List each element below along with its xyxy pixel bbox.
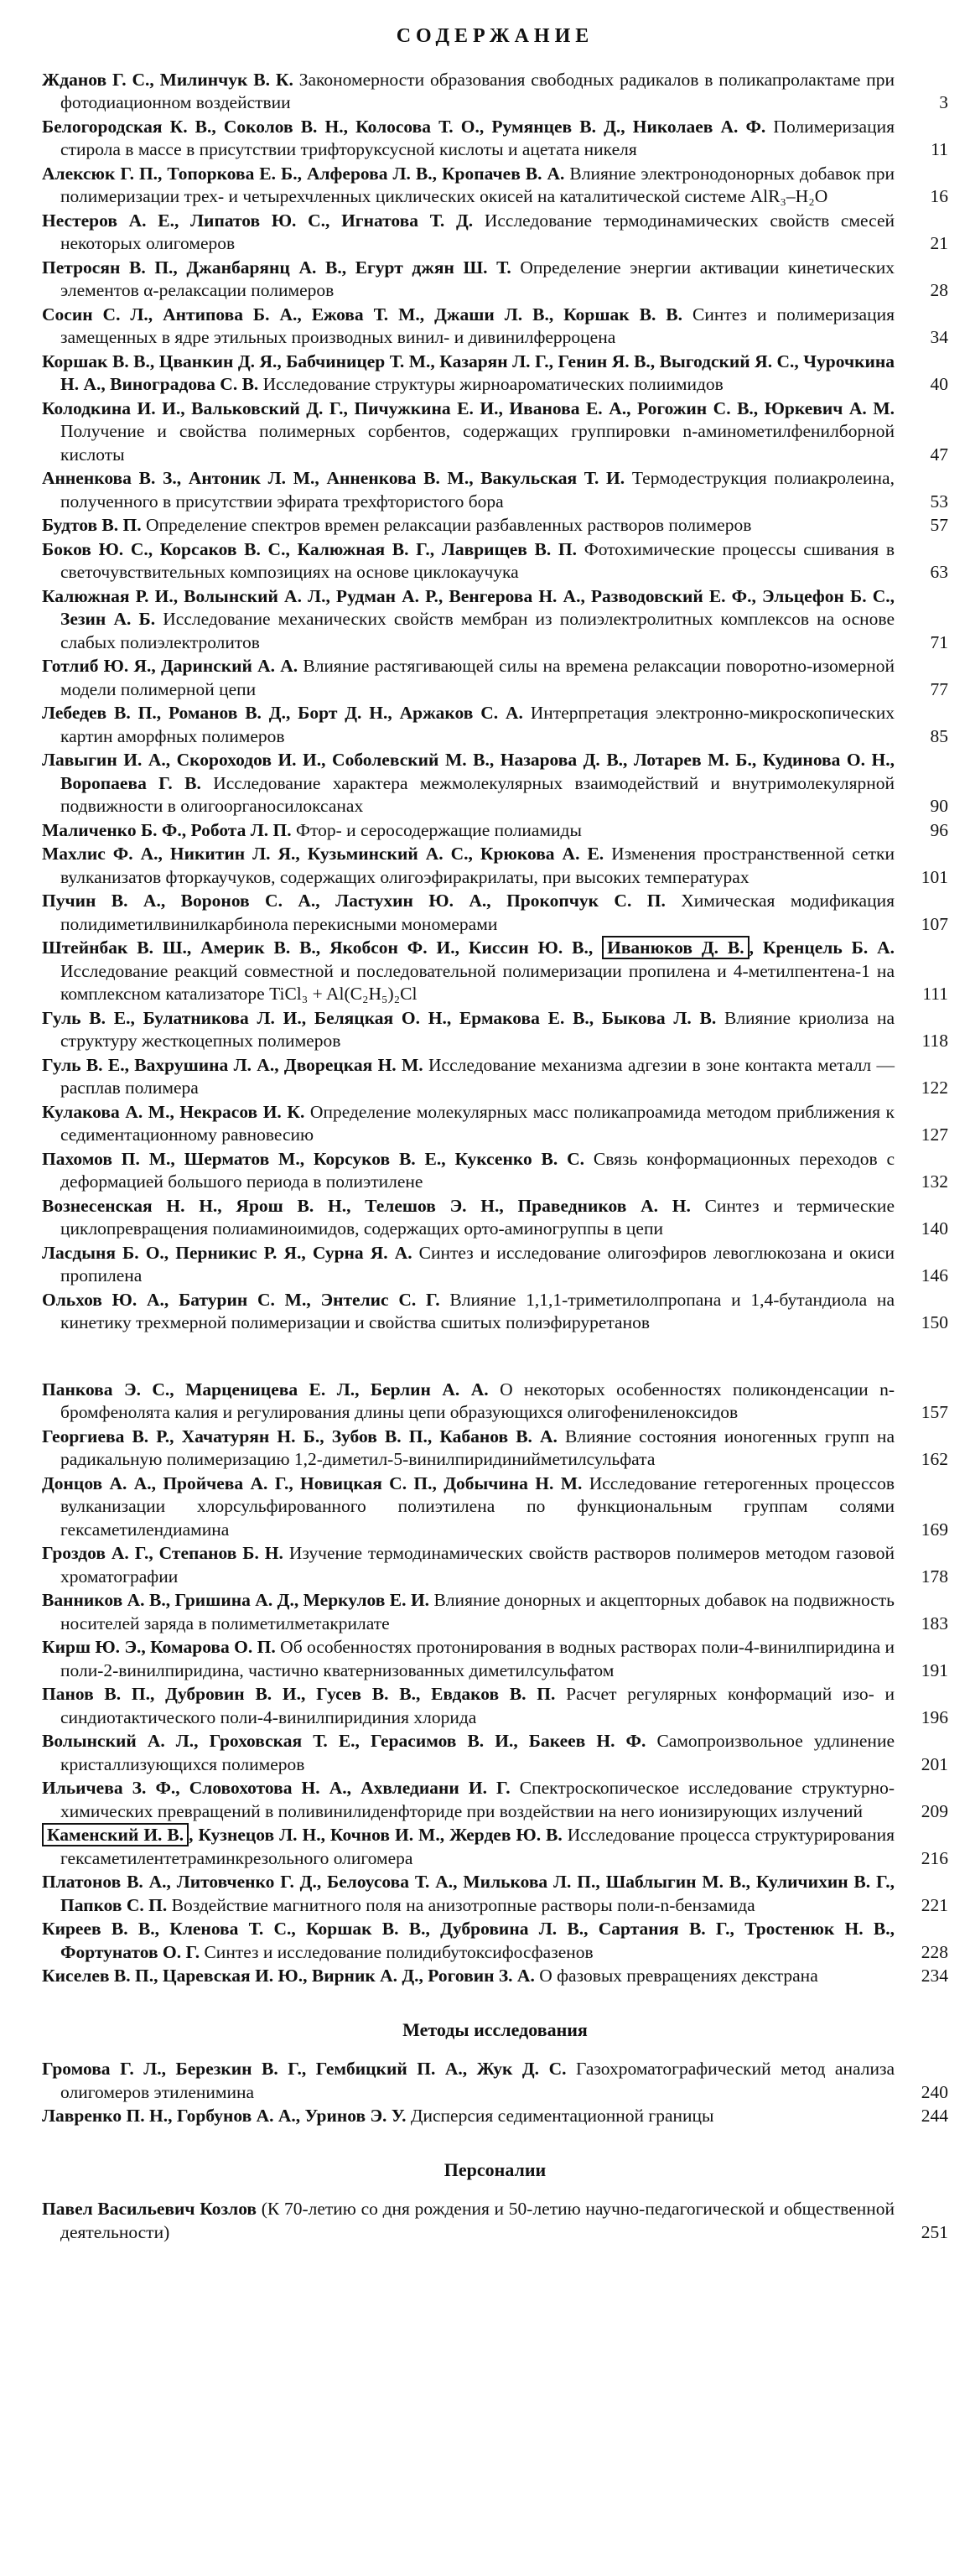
entry-title: Синтез и полимеризация замещенных в ядре этильных производных винил- и дивинилферроцена <box>60 304 895 347</box>
entry-text <box>42 1730 895 1776</box>
entry-title: Полимеризация стирола в массе в присутствии трифторуксусной кислоты и ацетата никеля <box>60 116 895 159</box>
entry-authors-continued: , Кренцель Б. А. <box>749 937 895 958</box>
entry-authors: Нестеров А. Е., Липатов Ю. С., Игнатова Т. Д. <box>42 210 474 231</box>
entry-title: Получение и свойства полимерных сорбентов, содержащих группировки n-аминометилфенилборной кислоты <box>60 421 895 465</box>
entry-page-number: 47 <box>930 444 948 465</box>
entry-text <box>42 1195 895 1241</box>
entry-authors: Боков Ю. С., Корсаков В. С., Калюжная В. Г., Лаврищев В. П. <box>42 538 578 559</box>
toc-entry[interactable] <box>42 2105 948 2128</box>
entry-text <box>42 819 895 843</box>
entry-authors: Георгиева В. Р., Хачатурян Н. Б., Зубов В. П., Кабанов В. А. <box>42 1426 558 1446</box>
toc-entry[interactable] <box>42 1472 948 1542</box>
entry-page-number: 157 <box>921 1402 948 1422</box>
entry-authors: Будтов В. П. <box>42 515 142 535</box>
toc-entry[interactable] <box>42 210 948 256</box>
toc-entry[interactable] <box>42 1918 948 1964</box>
entry-title: Влияние криолиза на структуру жесткоцепных полимеров <box>60 1007 895 1051</box>
toc-entry[interactable] <box>42 655 948 701</box>
entry-title: Определение молекулярных масс поликапроамида методом приближения к седиментационному равновесию <box>60 1101 895 1145</box>
entry-page-number: 77 <box>930 678 948 699</box>
entry-authors: Анненкова В. З., Антоник Л. М., Анненкова В. М., Вакульская Т. И. <box>42 468 625 488</box>
toc-entry[interactable] <box>42 304 948 350</box>
entry-page-number: 96 <box>930 819 948 840</box>
entry-authors: Лебедев В. П., Романов В. Д., Борт Д. Н., Аржаков С. А. <box>42 703 523 723</box>
toc-entry[interactable] <box>42 116 948 162</box>
entry-authors: Гуль В. Е., Булатникова Л. И., Беляцкая О. Н., Ермакова Е. В., Быкова Л. В. <box>42 1007 717 1028</box>
entry-authors: Гуль В. Е., Вахрушина Л. А., Дворецкая Н. М. <box>42 1054 423 1075</box>
entry-authors: Донцов А. А., Пройчева А. Г., Новицкая С. П., Добычина Н. М. <box>42 1472 583 1493</box>
entry-text <box>42 937 895 1006</box>
page-title: СОДЕРЖАНИЕ <box>396 25 594 47</box>
toc-entry[interactable] <box>42 1379 948 1425</box>
toc-entry[interactable] <box>42 351 948 397</box>
entry-page-number: 169 <box>921 1519 948 1540</box>
entry-authors: Петросян В. П., Джанбарянц А. В., Егурт джян Ш. Т. <box>42 257 511 278</box>
entry-text <box>42 467 895 513</box>
entry-text <box>42 163 895 209</box>
toc-entry[interactable] <box>42 1426 948 1472</box>
toc-entry[interactable] <box>42 1683 948 1729</box>
entry-authors: Готлиб Ю. Я., Даринский А. А. <box>42 656 298 676</box>
toc-entry[interactable] <box>42 749 948 818</box>
toc-entry[interactable] <box>42 890 948 936</box>
entry-text <box>42 890 895 936</box>
entry-page-number: 28 <box>930 280 948 300</box>
entry-page-number: 40 <box>930 374 948 394</box>
entry-text <box>42 257 895 303</box>
entry-title: Изменения пространственной сетки вулканизатов фторкаучуков, содержащих олигоэфиракрилаты, при высоких температурах <box>60 844 895 887</box>
entry-text <box>42 702 895 748</box>
entry-title: Влияние донорных и акцепторных добавок на подвижность носителей заряда в полиметилметакрилате <box>60 1590 895 1633</box>
entry-authors: Вознесенская Н. Н., Ярош В. Н., Телешов Э. Н., Праведников А. Н. <box>42 1195 691 1216</box>
entry-title: Синтез и исследование олигоэфиров левоглюкозана и окиси пропилена <box>60 1242 895 1285</box>
entry-title: Фотохимические процессы сшивания в светочувствительных композициях на основе циклокаучука <box>60 538 895 582</box>
entry-text <box>42 2198 895 2244</box>
entry-text <box>42 1683 895 1729</box>
entry-page-number: 140 <box>921 1218 948 1239</box>
entry-text <box>42 1054 895 1100</box>
entry-page-number: 21 <box>930 233 948 253</box>
entry-title: Влияние электронодонорных добавок при полимеризации трех- и четырехчленных циклических окисей на каталитической системе AlR₃–H₂O <box>60 163 895 206</box>
entry-page-number: 201 <box>921 1753 948 1774</box>
personalia-heading: Персоналии <box>444 2158 547 2180</box>
entry-title: Самопроизвольное удлинение кристаллизующихся полимеров <box>60 1731 895 1774</box>
entry-page-number: 90 <box>930 796 948 816</box>
entry-title: Дисперсия седиментационной границы <box>406 2106 714 2126</box>
entry-title: О некоторых особенностях поликонденсации n-бромфенолята калия и регулирования длины цепи образующихся олигофениленоксидов <box>60 1379 895 1422</box>
entry-page-number: 85 <box>930 725 948 746</box>
entry-text <box>42 1636 895 1682</box>
entry-page-number: 101 <box>921 866 948 887</box>
entry-text <box>42 1824 895 1870</box>
entry-title: Определение энергии активации кинетических элементов α-релаксации полимеров <box>60 257 895 300</box>
entry-page-number: 240 <box>921 2081 948 2102</box>
entry-text <box>42 655 895 701</box>
entry-text <box>42 1289 895 1335</box>
entry-page-number: 71 <box>930 631 948 652</box>
toc-entry[interactable] <box>42 1824 948 1870</box>
toc-entry[interactable] <box>42 843 948 889</box>
entry-text <box>42 397 895 467</box>
entry-text <box>42 304 895 350</box>
entry-page-number: 183 <box>921 1613 948 1633</box>
entry-authors: Маличенко Б. Ф., Робота Л. П. <box>42 819 292 840</box>
toc-entry[interactable] <box>42 1871 948 1917</box>
entry-title: Исследование гетерогенных процессов вулканизации хлорсульфированного полиэтилена по функциональным группам солями гексаметилендиамина <box>60 1472 895 1540</box>
toc-entry[interactable] <box>42 1148 948 1194</box>
entry-title: Воздействие магнитного поля на анизотропные растворы поли-n-бензамида <box>167 1894 755 1915</box>
entry-title: Химическая модификация полидиметилвинилкарбинола перекисными мономерами <box>60 891 895 934</box>
entry-text <box>42 585 895 655</box>
toc-entry[interactable] <box>42 819 948 843</box>
entry-page-number: 122 <box>921 1078 948 1098</box>
entry-authors: Ильичева З. Ф., Словохотова Н. А., Ахвледиани И. Г. <box>42 1778 511 1798</box>
toc-entry[interactable] <box>42 1777 948 1823</box>
entry-text <box>42 1148 895 1194</box>
entry-text <box>42 1007 895 1053</box>
entry-page-number: 63 <box>930 562 948 582</box>
entry-authors: Колодкина И. И., Вальковский Д. Г., Пичужкина Е. И., Иванова Е. А., Рогожин С. В., Юркевич А. М. <box>42 397 895 418</box>
entry-page-number: 118 <box>921 1031 948 1051</box>
entry-page-number: 234 <box>921 1966 948 1986</box>
entry-page-number: 127 <box>921 1124 948 1145</box>
toc-entry[interactable] <box>42 69 948 115</box>
entry-title: Влияние 1,1,1-триметилолпропана и 1,4-бутандиола на кинетику трехмерной полимеризации и свойства сшитых полиэфируретанов <box>60 1289 895 1332</box>
entry-page-number: 162 <box>921 1449 948 1469</box>
entry-authors: Калюжная Р. И., Волынский А. Л., Рудман А. Р., Венгерова Н. А., Разводовский Е. Ф., Эльцефон Б. С., Зезин А. Б. <box>42 585 895 629</box>
entry-page-number: 111 <box>922 984 948 1004</box>
toc-entry[interactable] <box>42 1730 948 1776</box>
toc-entry[interactable] <box>42 1101 948 1147</box>
entry-authors: Лавыгин И. А., Скороходов И. И., Соболевский М. В., Назарова Д. В., Лотарев М. Б., Кудинова О. Н., Воропаева Г. В. <box>42 750 895 793</box>
entry-page-number: 196 <box>921 1706 948 1727</box>
main-articles-list <box>42 69 948 1335</box>
entry-title: Газохроматографический метод анализа олигомеров этиленимина <box>60 2059 895 2102</box>
personalia-list <box>42 2198 948 2244</box>
entry-page-number: 146 <box>921 1265 948 1285</box>
toc-entry[interactable] <box>42 163 948 209</box>
entry-title: О фазовых превращениях декстрана <box>534 1966 818 1986</box>
entry-title: Влияние растягивающей силы на времена релаксации поворотно-изомерной модели полимерной цепи <box>60 656 895 699</box>
entry-page-number: 34 <box>930 327 948 347</box>
entry-authors: Кулакова А. М., Некрасов И. К. <box>42 1101 305 1122</box>
toc-entry[interactable] <box>42 702 948 748</box>
toc-entry[interactable] <box>42 1965 948 1988</box>
entry-page-number: 53 <box>930 491 948 512</box>
entry-authors: Пучин В. А., Воронов С. А., Ластухин Ю. А., Прокопчук С. П. <box>42 891 666 911</box>
entry-authors: Ванников А. В., Гришина А. Д., Меркулов Е. И. <box>42 1590 430 1610</box>
toc-entry[interactable] <box>42 257 948 303</box>
entry-page-number: 191 <box>921 1659 948 1680</box>
entry-title: Исследование процесса структурирования гексаметилентетраминкрезольного олигомера <box>60 1825 895 1868</box>
entry-authors: Ольхов Ю. А., Батурин С. М., Энтелис С. Г. <box>42 1289 440 1310</box>
toc-entry[interactable] <box>42 514 948 538</box>
entry-text <box>42 843 895 889</box>
entry-authors: Ласдыня Б. О., Перникис Р. Я., Сурна Я. А. <box>42 1242 412 1263</box>
entry-title: Об особенностях протонирования в водных растворах поли-4-винилпиридина и поли-2-винилпиридина, частично кватернизованных диметилсульфатом <box>60 1637 895 1680</box>
entry-title: (К 70-летию со дня рождения и 50-летию научно-педагогической и общественной деятельности) <box>60 2199 895 2242</box>
entry-authors: Пахомов П. М., Шерматов М., Корсуков В. Е., Куксенко В. С. <box>42 1148 585 1169</box>
entry-page-number: 221 <box>921 1894 948 1915</box>
entry-page-number: 3 <box>939 92 948 112</box>
entry-page-number: 16 <box>930 186 948 206</box>
entry-title: Определение спектров времен релаксации разбавленных растворов полимеров <box>141 515 752 535</box>
toc-entry[interactable] <box>42 937 948 1006</box>
toc-entry[interactable] <box>42 1589 948 1635</box>
toc-entry[interactable] <box>42 1542 948 1588</box>
entry-authors: Сосин С. Л., Антипова Б. А., Ежова Т. М., Джаши Л. В., Коршак В. В. <box>42 304 683 325</box>
entry-authors: Киреев В. В., Кленова Т. С., Коршак В. В., Дубровина Л. В., Сартания В. Г., Тростенюк Н. В., Фортунатов О. Г. <box>42 1919 895 1962</box>
methods-heading: Методы исследования <box>402 2018 588 2040</box>
entry-authors: Павел Васильевич Козлов <box>42 2199 257 2219</box>
entry-text <box>42 2058 895 2104</box>
entry-title: Синтез и исследование полидибутоксифосфазенов <box>200 1941 594 1962</box>
toc-entry[interactable] <box>42 397 948 467</box>
entry-page-number: 150 <box>921 1312 948 1332</box>
entry-text <box>42 116 895 162</box>
entry-title: Исследование реакций совместной и последовательной полимеризации пропилена и 4-метилпентена-1 на комплексном катализаторе TiCl₃ + Al(C₂H₅)₂Cl <box>60 960 895 1004</box>
toc-entry[interactable] <box>42 2198 948 2244</box>
toc-entry[interactable] <box>42 2058 948 2104</box>
toc-entry[interactable] <box>42 1289 948 1335</box>
entry-text <box>42 514 895 538</box>
entry-authors-continued: , Кузнецов Л. Н., Кочнов И. М., Жердев Ю. В. <box>189 1825 563 1845</box>
entry-page-number: 107 <box>921 913 948 934</box>
entry-title: Исследование механизма адгезии в зоне контакта металл — расплав полимера <box>60 1054 895 1098</box>
entry-text <box>42 1965 895 1988</box>
entry-authors: Махлис Ф. А., Никитин Л. Я., Кузьминский А. С., Крюкова А. Е. <box>42 844 604 864</box>
entry-authors: Платонов В. А., Литовченко Г. Д., Белоусова Т. А., Милькова Л. П., Шаблыгин М. В., Куличихин В. Г., Папков С. П. <box>42 1872 895 1915</box>
entry-text <box>42 2105 895 2128</box>
entry-authors: Жданов Г. С., Милинчук В. К. <box>42 69 293 90</box>
entry-page-number: 57 <box>930 515 948 535</box>
entry-authors: Лавренко П. Н., Горбунов А. А., Уринов Э. У. <box>42 2106 407 2126</box>
entry-text <box>42 69 895 115</box>
entry-text <box>42 1379 895 1425</box>
entry-authors: Громова Г. Л., Березкин В. Г., Гембицкий П. А., Жук Д. С. <box>42 2059 567 2079</box>
entry-title: Закономерности образования свободных радикалов в поликапролактаме при фотодиационном воздействии <box>60 69 895 112</box>
entry-page-number: 251 <box>921 2221 948 2242</box>
toc-entry[interactable] <box>42 1054 948 1100</box>
entry-authors: Киселев В. П., Царевская И. Ю., Вирник А. Д., Роговин З. А. <box>42 1966 535 1986</box>
toc-entry[interactable] <box>42 585 948 655</box>
entry-authors-boxed: Каменский И. В. <box>42 1823 189 1846</box>
entry-authors: Коршак В. В., Цванкин Д. Я., Бабчиницер Т. М., Казарян Л. Г., Генин Я. В., Выгодский Я. С., Чурочкина Н. А., Виноградова С. В. <box>42 351 895 394</box>
entry-text <box>42 1542 895 1588</box>
entry-text <box>42 1589 895 1635</box>
entry-authors: Белогородская К. В., Соколов В. Н., Колосова Т. О., Румянцев В. Д., Николаев А. Ф. <box>42 116 766 137</box>
toc-entry[interactable] <box>42 1242 948 1288</box>
toc-entry[interactable] <box>42 1195 948 1241</box>
entry-authors: Панов В. П., Дубровин В. И., Гусев В. В., Евдаков В. П. <box>42 1684 556 1704</box>
toc-entry[interactable] <box>42 467 948 513</box>
entry-authors: Гроздов А. Г., Степанов Б. Н. <box>42 1543 283 1563</box>
entry-text <box>42 1242 895 1288</box>
entry-title: Спектроскопическое исследование структурно-химических превращений в поливинилиденфториде при воздействии на него ионизирующих излучений <box>60 1778 895 1821</box>
entry-title: Исследование характера межмолекулярных взаимодействий и внутримолекулярной подвижности в олигоорганосилоксанах <box>60 772 895 816</box>
entry-authors-boxed: Иванюков Д. В. <box>602 936 750 959</box>
entry-title: Влияние состояния ионогенных групп на радикальную полимеризацию 1,2-диметил-5-винилпиридинийметилсульфата <box>60 1426 895 1469</box>
entry-text <box>42 1918 895 1964</box>
entry-text <box>42 1472 895 1542</box>
toc-entry[interactable] <box>42 1007 948 1053</box>
entry-title: Исследование структуры жирноароматических полиимидов <box>258 374 724 394</box>
entry-page-number: 132 <box>921 1171 948 1192</box>
entry-title: Термодеструкция полиакролеина, полученного в присутствии эфирата трехфтористого бора <box>60 468 895 512</box>
toc-entry[interactable] <box>42 538 948 584</box>
entry-page-number: 228 <box>921 1941 948 1962</box>
entry-title: Синтез и термические циклопревращения полиаминоимидов, содержащих орто-аминогруппы в цепи <box>60 1195 895 1239</box>
short-communications-list <box>42 1379 948 1988</box>
entry-page-number: 216 <box>921 1847 948 1868</box>
entry-text <box>42 351 895 397</box>
entry-authors: Алексюк Г. П., Топоркова Е. Б., Алферова Л. В., Кропачев В. А. <box>42 163 565 184</box>
entry-text <box>42 1871 895 1917</box>
entry-page-number: 244 <box>921 2106 948 2126</box>
entry-page-number: 209 <box>921 1800 948 1821</box>
entry-authors: Панкова Э. С., Марценицева Е. Л., Берлин А. А. <box>42 1379 489 1400</box>
entry-text <box>42 1426 895 1472</box>
entry-text <box>42 538 895 584</box>
entry-page-number: 178 <box>921 1566 948 1587</box>
entry-text <box>42 749 895 818</box>
entry-title: Расчет регулярных конформаций изо- и синдиотактического поли-4-винилпиридиния хлорида <box>60 1684 895 1727</box>
entry-title: Исследование термодинамических свойств смесей некоторых олигомеров <box>60 210 895 253</box>
entry-page-number: 11 <box>931 139 948 159</box>
toc-entry[interactable] <box>42 1636 948 1682</box>
entry-text <box>42 1777 895 1823</box>
entry-authors: Штейнбак В. Ш., Америк В. В., Якобсон Ф. И., Киссин Ю. В., <box>42 937 603 958</box>
entry-title: Интерпретация электронно-микроскопических картин аморфных полимеров <box>60 703 895 746</box>
entry-title: Фтор- и серосодержащие полиамиды <box>291 819 582 840</box>
methods-list <box>42 2058 948 2128</box>
entry-text <box>42 210 895 256</box>
entry-authors: Волынский А. Л., Гроховская Т. Е., Герасимов В. И., Бакеев Н. Ф. <box>42 1731 646 1751</box>
entry-title: Изучение термодинамических свойств растворов полимеров методом газовой хроматографии <box>60 1543 895 1587</box>
entry-title: Связь конформационных переходов с деформацией большого периода в полиэтилене <box>60 1148 895 1192</box>
entry-text <box>42 1101 895 1147</box>
entry-title: Исследование механических свойств мембран из полиэлектролитных комплексов на основе слабых полиэлектролитов <box>60 609 895 652</box>
entry-authors: Кирш Ю. Э., Комарова О. П. <box>42 1637 276 1657</box>
